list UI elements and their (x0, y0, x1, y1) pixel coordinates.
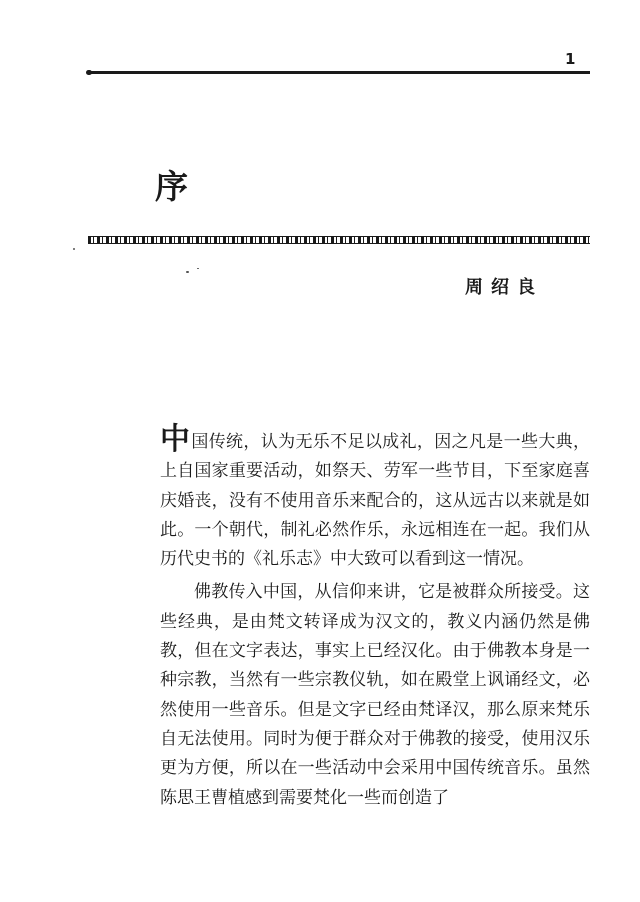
ornament-divider (88, 236, 590, 244)
scan-speck (197, 268, 199, 269)
scan-speck (186, 271, 189, 273)
dropcap: 中 (160, 422, 191, 457)
scan-speck (73, 248, 75, 250)
author-name: 周绍良 (465, 277, 543, 298)
chapter-title: 序 (155, 167, 188, 206)
page-number: 1 (565, 50, 576, 68)
paragraph: 佛教传入中国，从信仰来讲，它是被群众所接受。这些经典，是由梵文转译成为汉文的，教义内涵仍然是佛教，但在文字表达，事实上已经汉化。由于佛教本身是一种宗教，当然有一些宗教仪轨，如在殿堂上讽诵经文，必然使用一些音乐。但是文字已经由梵译汉，那么原来梵乐自无法使用。同时为便于群众对于佛教的接受，使用汉乐更为方便，所以在一些活动中会采用中国传统音乐。虽然陈思王曹植感到需要梵化一些而创造了 (160, 582, 590, 808)
body-text (160, 422, 591, 813)
paragraph-text: 国传统，认为无乐不足以成礼，因之凡是一些大典，上自国家重要活动，如祭天、劳军一些节目，下至家庭喜庆婚丧，没有不使用音乐来配合的，这从远古以来就是如此。一个朝代，制礼必然作乐，永远相连在一起。我们从历代史书的《礼乐志》中大致可以看到这一情况。 (160, 432, 591, 570)
header-rule (88, 71, 590, 74)
paragraph (160, 422, 591, 574)
